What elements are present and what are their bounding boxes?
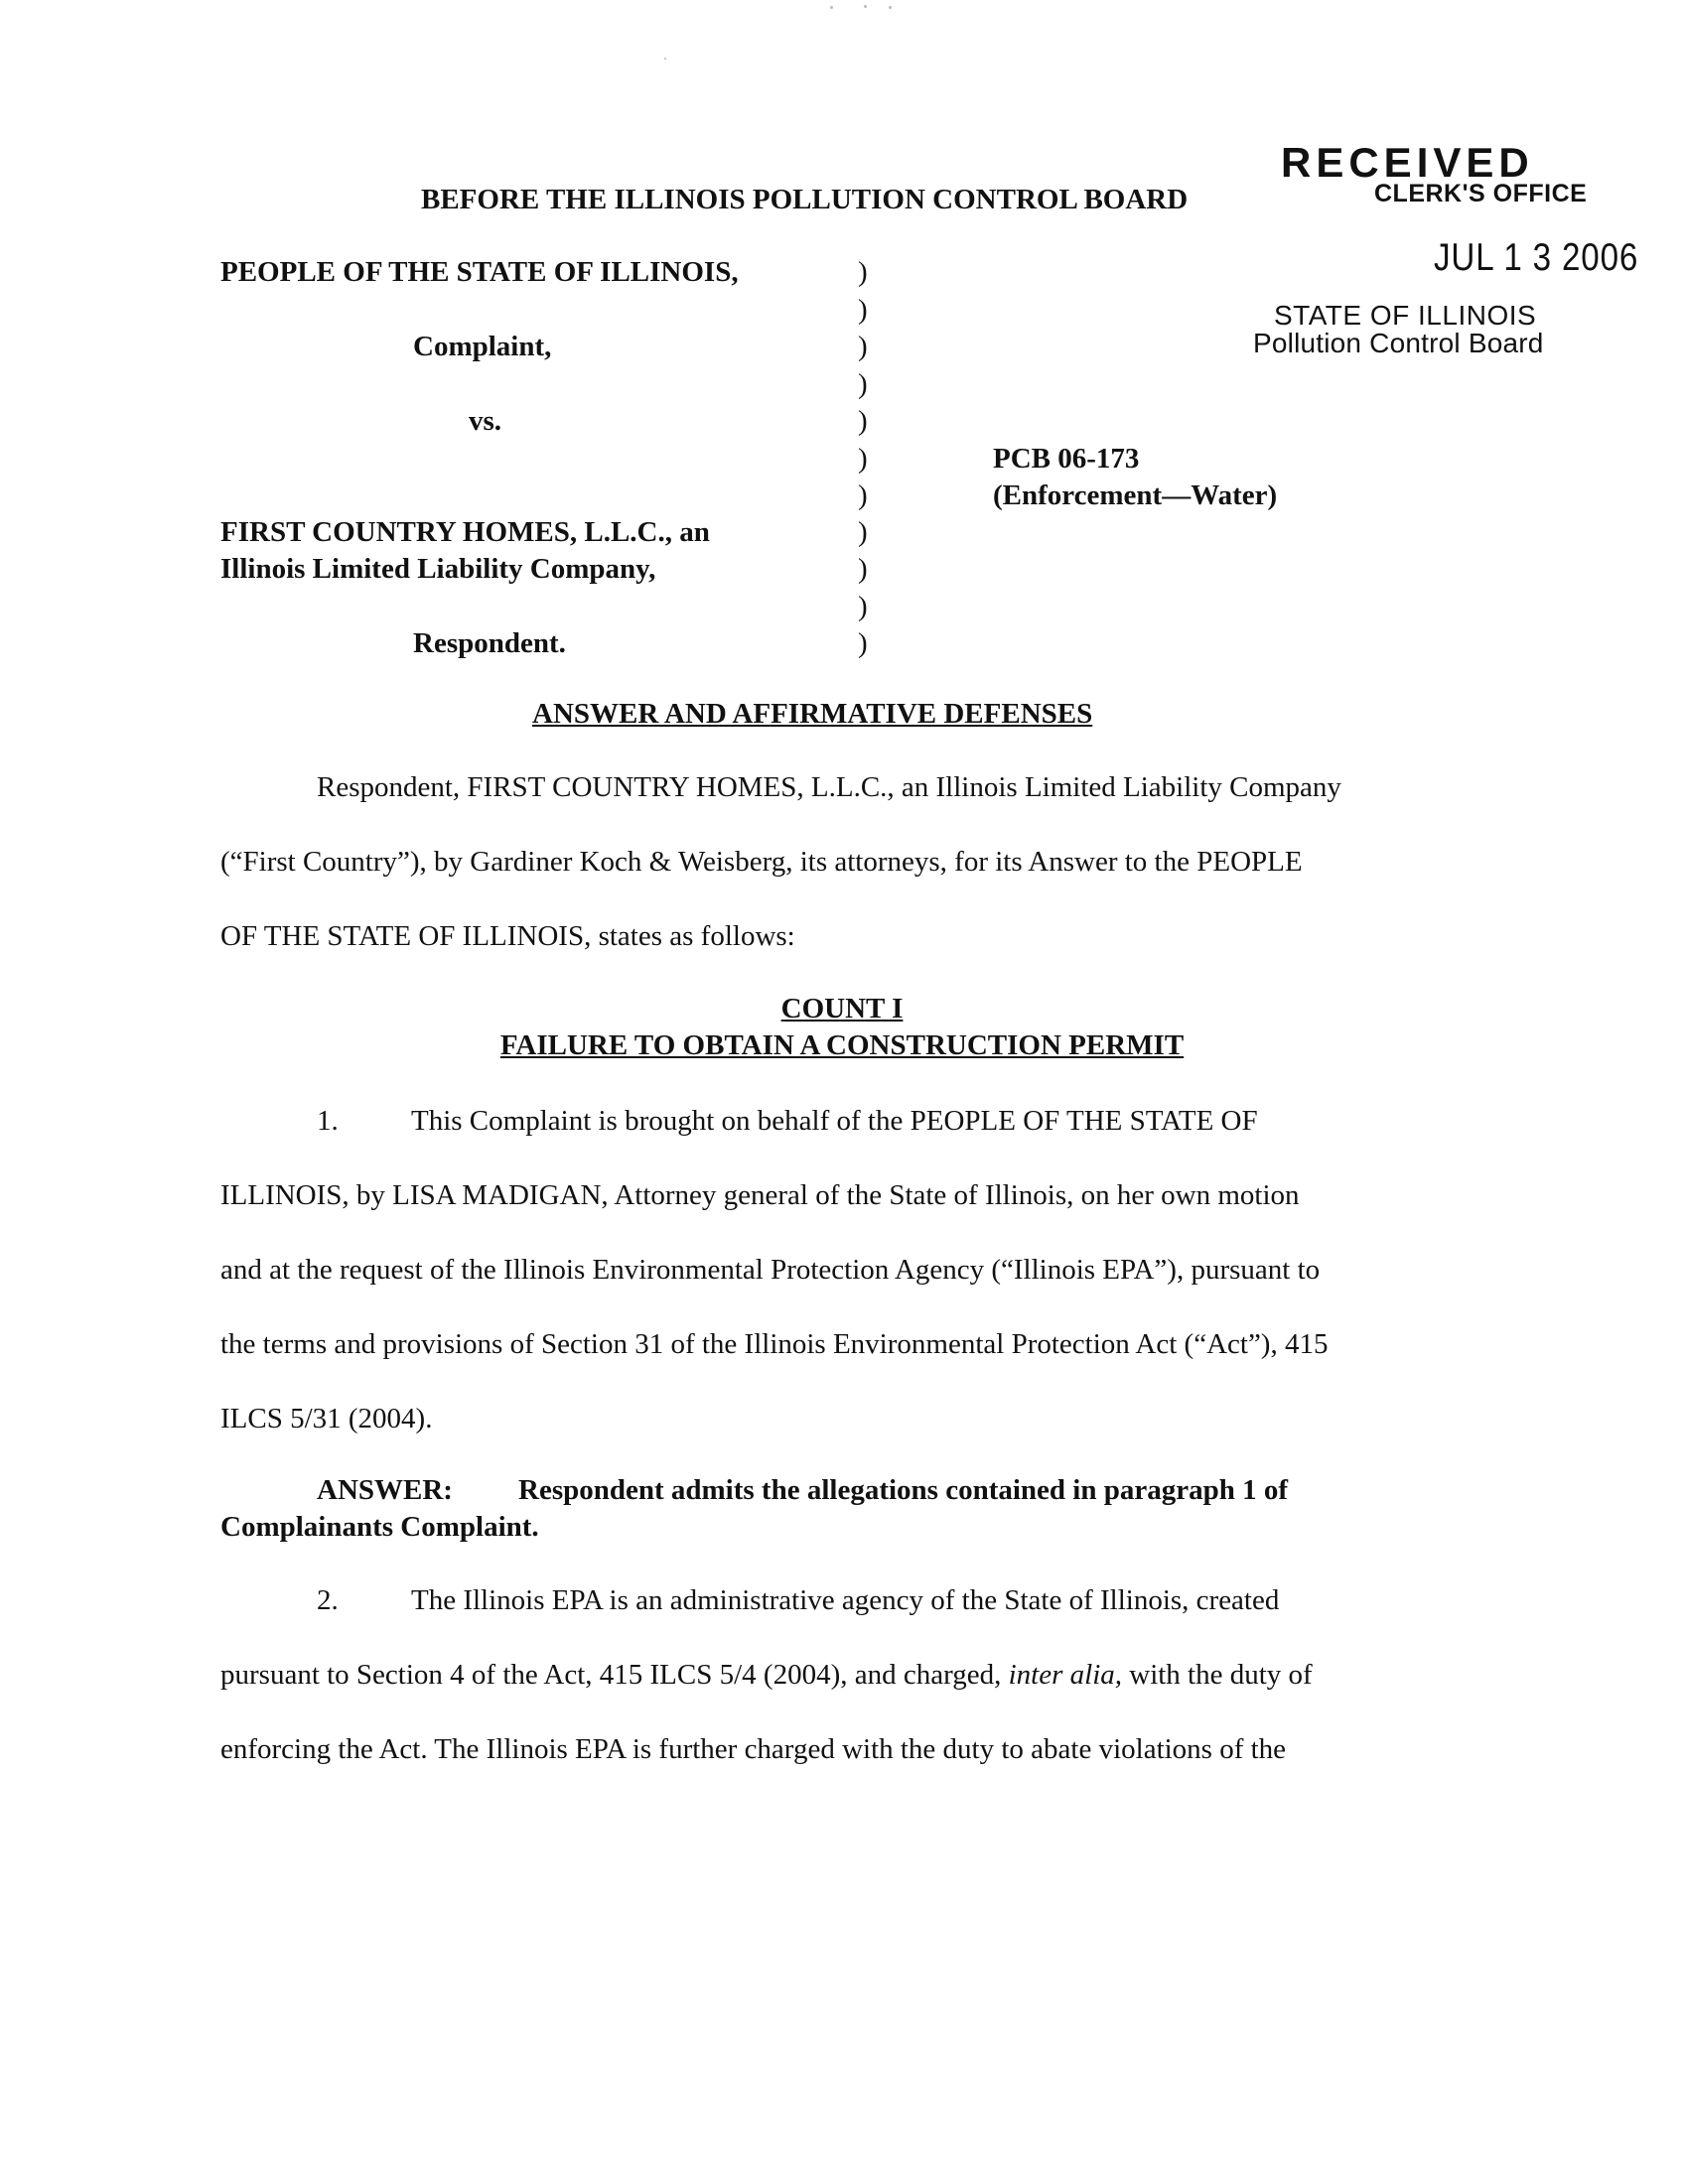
caption-paren: ) — [858, 479, 868, 511]
text-run: pursuant to Section 4 of the Act, 415 ILCS 5/4 (2004), and charged, — [220, 1659, 1009, 1691]
caption-paren: ) — [858, 516, 868, 548]
intro-line: Respondent, FIRST COUNTRY HOMES, L.L.C., an Illinois Limited Liability Company — [317, 771, 1341, 803]
stamp-date: JUL 1 3 2006 — [1434, 236, 1639, 279]
italic-text: inter alia, — [1008, 1659, 1122, 1691]
caption-paren: ) — [858, 405, 868, 437]
respondent-name-line1: FIRST COUNTRY HOMES, L.L.C., an — [220, 516, 710, 548]
case-number: PCB 06-173 — [993, 443, 1140, 475]
answer-text: Complainants Complaint. — [220, 1511, 539, 1543]
paragraph-line: and at the request of the Illinois Environmental Protection Agency (“Illinois EPA”), pursuant to — [220, 1254, 1321, 1286]
paragraph-number: 1. — [317, 1105, 339, 1137]
plaintiff-name: PEOPLE OF THE STATE OF ILLINOIS, — [220, 256, 739, 288]
caption-paren: ) — [858, 368, 868, 400]
board-title: BEFORE THE ILLINOIS POLLUTION CONTROL BOARD — [421, 184, 1189, 215]
paragraph-number: 2. — [317, 1584, 339, 1616]
paragraph-line: enforcing the Act. The Illinois EPA is further charged with the duty to abate violations of the — [220, 1733, 1287, 1765]
paragraph-line: the terms and provisions of Section 31 of the Illinois Environmental Protection Act (“Act”), 415 — [220, 1328, 1329, 1360]
stamp-board: Pollution Control Board — [1253, 328, 1544, 358]
stamp-received: RECEIVED — [1281, 139, 1534, 186]
intro-line: (“First Country”), by Gardiner Koch & Weisberg, its attorneys, for its Answer to the PEOPLE — [220, 846, 1303, 878]
answer-label: ANSWER: — [317, 1474, 453, 1506]
caption-paren: ) — [858, 294, 868, 326]
caption-paren: ) — [858, 627, 868, 659]
respondent-role: Respondent. — [413, 627, 566, 659]
caption-paren: ) — [858, 256, 868, 288]
document-title: ANSWER AND AFFIRMATIVE DEFENSES — [532, 698, 1093, 730]
caption-paren: ) — [858, 331, 868, 362]
stamp-state: STATE OF ILLINOIS — [1274, 300, 1537, 331]
scan-speck — [830, 6, 833, 9]
paragraph-line: ILLINOIS, by LISA MADIGAN, Attorney general of the State of Illinois, on her own motion — [220, 1179, 1300, 1211]
text-run: with the duty of — [1122, 1659, 1313, 1691]
scan-speck — [864, 5, 867, 8]
plaintiff-role: Complaint, — [413, 331, 552, 362]
caption-paren: ) — [858, 553, 868, 585]
caption-paren: ) — [858, 591, 868, 622]
paragraph-first-line: This Complaint is brought on behalf of the PEOPLE OF THE STATE OF — [411, 1105, 1258, 1137]
respondent-name-line2: Illinois Limited Liability Company, — [220, 553, 656, 585]
paragraph-first-line: The Illinois EPA is an administrative agency of the State of Illinois, created — [411, 1584, 1280, 1616]
scan-speck — [889, 6, 892, 9]
count-subheading: FAILURE TO OBTAIN A CONSTRUCTION PERMIT — [499, 1029, 1185, 1061]
paragraph-line — [220, 1659, 1313, 1692]
count-heading: COUNT I — [780, 993, 904, 1024]
stamp-clerks-office: CLERK'S OFFICE — [1374, 180, 1588, 207]
versus: vs. — [469, 405, 502, 437]
caption-paren: ) — [858, 443, 868, 475]
paragraph-line: ILCS 5/31 (2004). — [220, 1403, 433, 1434]
case-type: (Enforcement—Water) — [993, 479, 1278, 511]
answer-text: Respondent admits the allegations contained in paragraph 1 of — [518, 1474, 1289, 1506]
intro-line: OF THE STATE OF ILLINOIS, states as follows: — [220, 920, 795, 952]
scan-speck — [664, 58, 666, 60]
